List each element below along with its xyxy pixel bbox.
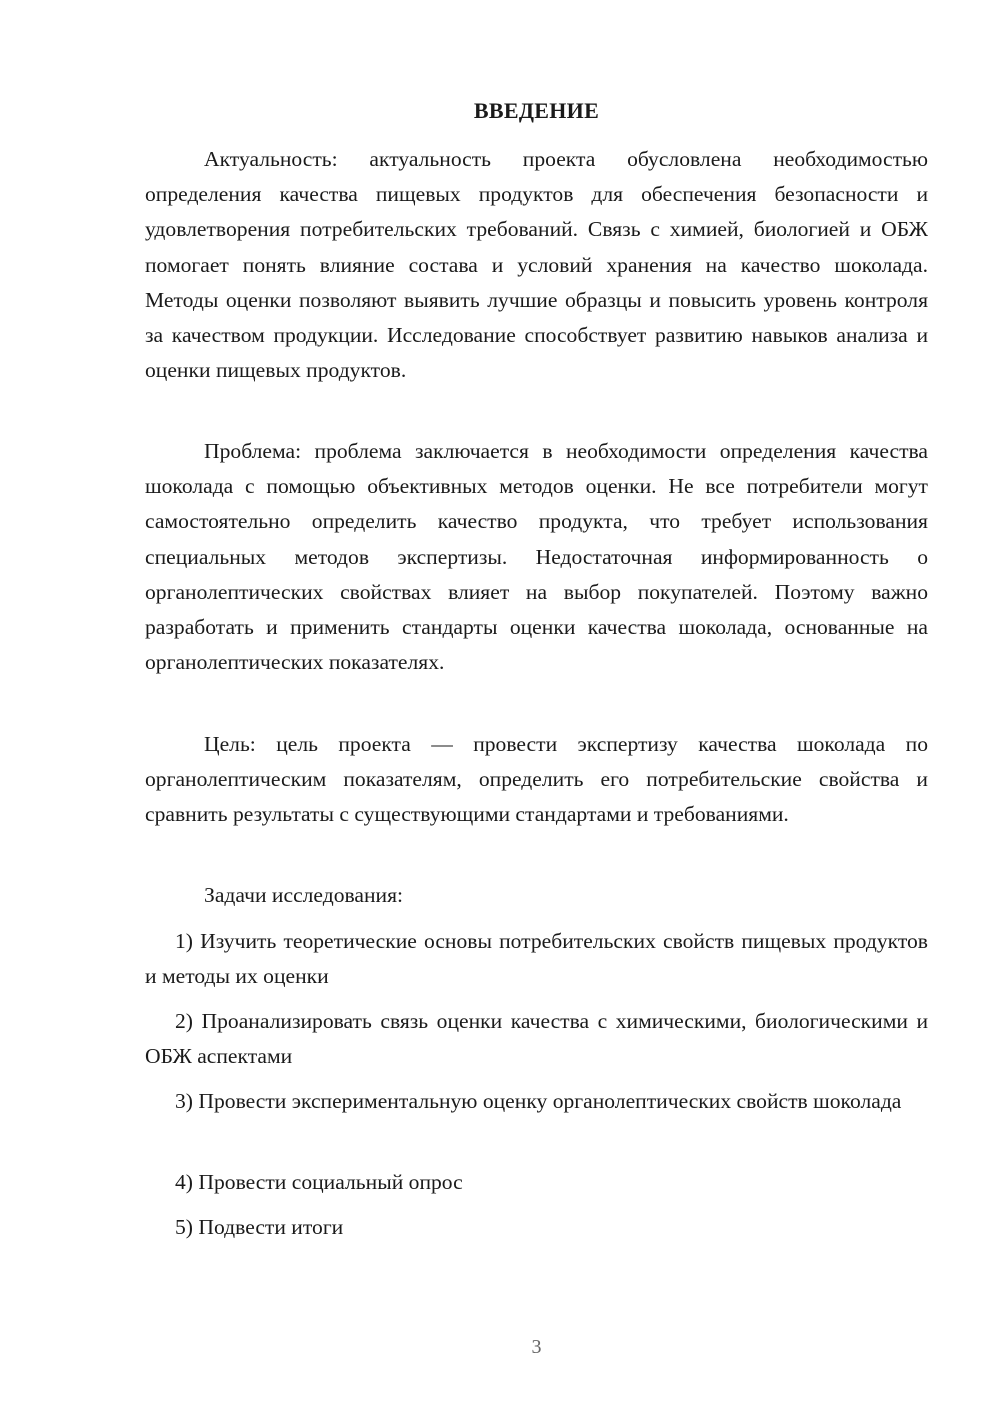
- paragraph-problem: Проблема: проблема заключается в необходимости определения качества шоколада с помощью объективных методов оценки. Не все потребители могут самостоятельно определить качество продукта, что требует использования специальных методов экспертизы. Недостаточная информированность о органолептических свойствах влияет на выбор покупателей. Поэтому важно разработать и применить стандарты оценки качества шоколада, основанные на органолептических показателях.: [145, 439, 928, 675]
- task-item-3: 3) Провести экспериментальную оценку органолептических свойств шоколада: [175, 1089, 902, 1113]
- document-page: [145, 0, 928, 1414]
- task-item-5: 5) Подвести итоги: [175, 1215, 344, 1239]
- paragraph-goal: Цель: цель проекта — провести экспертизу качества шоколада по органолептическим показателям, определить его потребительские свойства и сравнить результаты с существующими стандартами и требованиями.: [145, 732, 928, 827]
- paragraph-relevance: Актуальность: актуальность проекта обусловлена необходимостью определения качества пищевых продуктов для обеспечения безопасности и удовлетворения потребительских требований. Связь с химией, биологией и ОБЖ помогает понять влияние состава и условий хранения на качество шоколада. Методы оценки позволяют выявить лучшие образцы и повысить уровень контроля за качеством продукции. Исследование способствует развитию навыков анализа и оценки пищевых продуктов.: [145, 147, 928, 383]
- task-item-2: 2) Проанализировать связь оценки качества с химическими, биологическими и ОБЖ аспектами: [145, 1009, 928, 1069]
- task-item-1: 1) Изучить теоретические основы потребительских свойств пищевых продуктов и методы их оценки: [145, 929, 928, 989]
- page-number: 3: [531, 1336, 542, 1358]
- section-heading: ВВЕДЕНИЕ: [473, 98, 600, 123]
- tasks-title: Задачи исследования:: [204, 883, 404, 907]
- task-item-4: 4) Провести социальный опрос: [175, 1170, 463, 1194]
